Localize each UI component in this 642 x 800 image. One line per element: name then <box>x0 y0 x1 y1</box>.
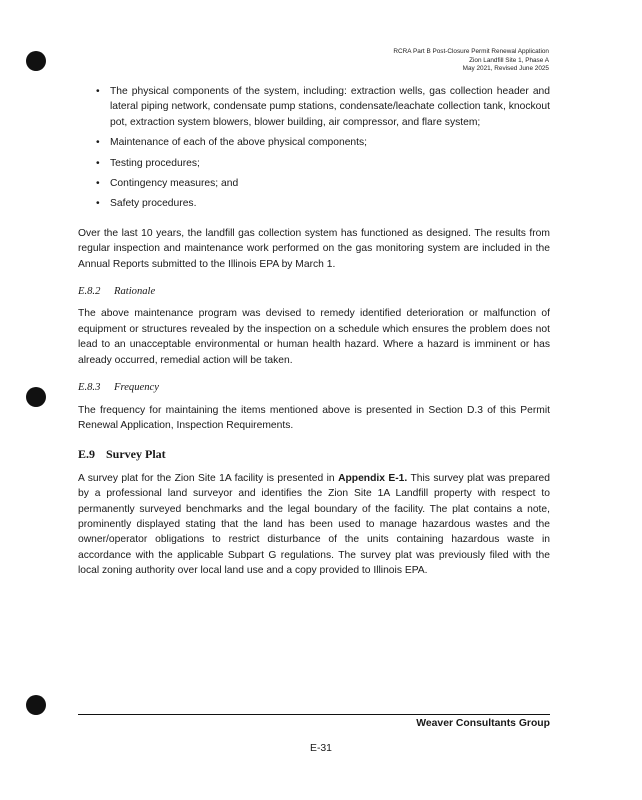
subsection-heading-e82 <box>78 284 550 299</box>
body-content <box>78 84 550 579</box>
appendix-reference: Appendix E-1. <box>338 472 408 484</box>
subsection-title: Frequency <box>114 382 159 394</box>
header-line: May 2021, Revised June 2025 <box>462 65 549 73</box>
header-line: RCRA Part B Post-Closure Permit Renewal Application <box>393 48 549 55</box>
footer-rule <box>78 714 550 715</box>
hole-punch-mark <box>26 387 46 407</box>
survey-text-rest: This survey plat was prepared by a professional land surveyor and identifies the Zion Site 1A Landfill property with respect to permanently surveyed benchmarks and the legal boundary of the facility. The plat contains a note, prominently displayed stating that the land has been used to manage hazardous wastes and the owner/operator obligations to restrict disturbance of the units containing hazardous waste in accordance with the applicable Subpart G regulations. The survey plat was previously filed with the local zoning authority over local land use and a copy provided to Illinois EPA. <box>78 472 551 577</box>
list-item: • Contingency measures; and <box>110 176 550 191</box>
list-item: • Testing procedures; <box>110 156 550 171</box>
survey-plat-paragraph <box>78 471 550 579</box>
rationale-paragraph: The above maintenance program was devised to remedy identified deterioration or malfunction of equipment or structures revealed by the inspection on a schedule which ensures the problem does not lead to an unacceptable environmental or human health hazard. Where a hazard is imminent or has already occurred, remedial action will be taken. <box>78 308 550 366</box>
running-header <box>393 48 549 74</box>
subsection-number: E.8.2 <box>78 286 101 298</box>
subsection-title: Rationale <box>114 286 156 298</box>
subsection-heading-e83 <box>78 380 550 395</box>
bullet-list <box>78 84 550 212</box>
page-number: E-31 <box>310 743 332 754</box>
survey-text-start: A survey plat for the Zion Site 1A facility is presented in <box>78 472 339 484</box>
footer-company: Weaver Consultants Group <box>416 718 550 729</box>
subsection-number: E.8.3 <box>78 382 101 394</box>
section-heading-e9 <box>78 447 550 462</box>
list-item: • The physical components of the system, including: extraction wells, gas collection header and lateral piping network, condensate pump stations, condensate/leachate collection tank, knockout pot, extraction system blowers, blower building, air compressor, and flare system; <box>110 84 550 130</box>
header-line: Zion Landfill Site 1, Phase A <box>469 56 549 64</box>
hole-punch-mark <box>26 51 46 71</box>
frequency-paragraph: The frequency for maintaining the items mentioned above is presented in Section D.3 of this Permit Renewal Application, Inspection Requirements. <box>78 404 550 431</box>
list-item: • Maintenance of each of the above physical components; <box>110 135 550 150</box>
list-item: • Safety procedures. <box>110 196 550 211</box>
section-title: Survey Plat <box>106 447 166 462</box>
intro-paragraph: Over the last 10 years, the landfill gas collection system has functioned as designed. The results from regular inspection and maintenance work performed on the gas monitoring system are included in the Annual Reports submitted to the Illinois EPA by March 1. <box>78 227 550 270</box>
section-number: E.9 <box>78 447 96 462</box>
hole-punch-mark <box>26 695 46 715</box>
